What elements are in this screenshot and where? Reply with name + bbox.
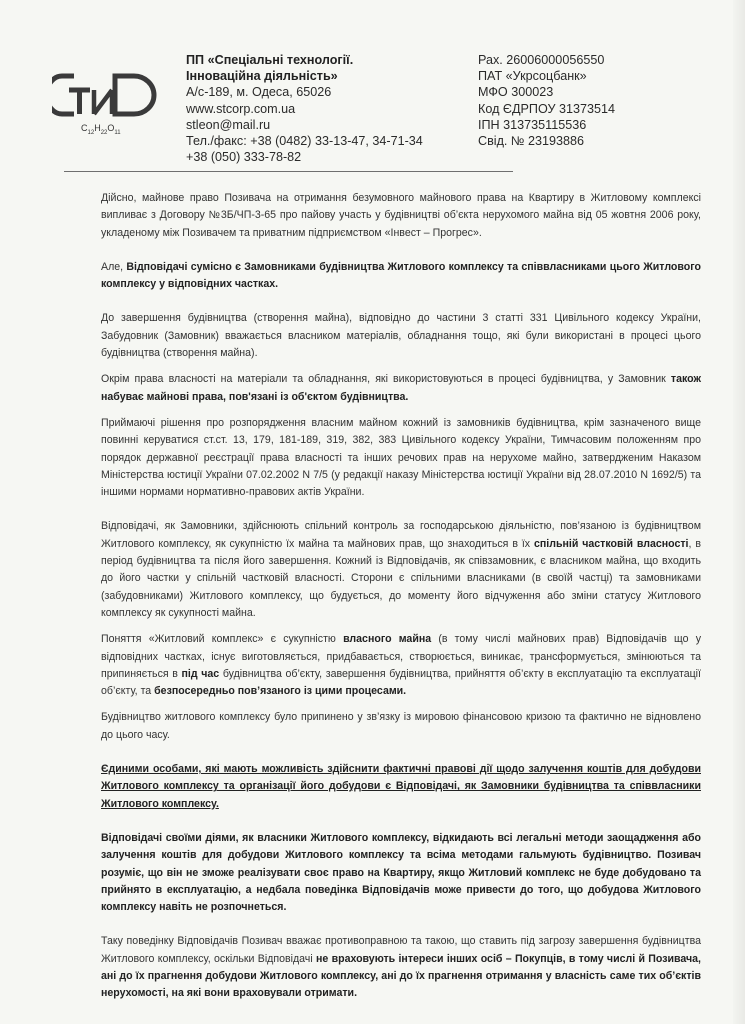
bank-account: Рах. 26006000056550: [478, 53, 605, 67]
paragraph-3: До завершення будівництва (створення майна), відповідно до частини 3 статті 331 Цивільного кодексу України, Забудовник (Замовник) вважається власником матеріалів, обладнання тощо, які були використані в процесі цього будівництва (створення майна).: [101, 312, 701, 360]
scan-edge: [733, 0, 745, 1024]
company-name-line1: ПП «Спеціальні технології.: [186, 53, 354, 67]
paragraph-7-c: (в тому числі майнових прав) Відповідачів що у відповідних частках, існує виготовляється, придбавається, створюється, виникає, трансформується, змінюються та припиняється в: [101, 633, 701, 680]
paragraph-7-a: Поняття «Житловий комплекс» є сукупністю: [101, 633, 344, 646]
logo-formula: $C_{12}H_{22}O_{11}$: [81, 123, 121, 136]
company-address: А/с-189, м. Одеса, 65026: [186, 85, 332, 100]
paragraph-11: [101, 933, 701, 1002]
paragraph-7-bold-1: власного майна: [343, 633, 432, 646]
paragraph-4: [101, 371, 701, 406]
paragraph-6-a: Відповідачі, як Замовники, здійснюють спільний контроль за господарською діяльністю, пов’язаною із будівництвом Житлового комплексу, як сукупністю їх майна та майнових прав, що знаходиться в їх: [101, 520, 701, 550]
paragraph-7-bold-2: під час: [181, 667, 220, 680]
company-phone-fax: Тел./факс: +38 (0482) 33-13-47, 34-71-34: [186, 134, 423, 149]
paragraph-4-bold: також набуває майнові права, пов'язані із об'єктом будівництва.: [101, 373, 701, 403]
bank-details: [478, 52, 615, 149]
company-mobile: +38 (050) 333-78-82: [186, 150, 302, 165]
bank-edrpou: Код ЄДРПОУ 31373514: [478, 101, 615, 116]
paragraph-11-bold: не враховують інтереси інших осіб – Покупців, в тому числі й Позивача, ані до їх прагнення добудови Житлового комплексу, ані до їх прагнення отримання у власність саме тих об’єктів нерухомості, на які вони враховували отримати.: [101, 952, 701, 1000]
company-info: [186, 52, 423, 165]
bank-name: ПАТ «Укрсоцбанк»: [478, 69, 587, 84]
company-website[interactable]: www.stcorp.com.ua: [186, 101, 296, 116]
paragraph-6-c: , в період будівництва та після його завершення. Кожний із Відповідачів, як співзамовник, є власником майна, що входить до його частки у спільній частковій власності. Сторони є спільними власниками (в своїй частці) та замовниками (забудовниками) Житлового комплексу, що будується, до моменту його відчуження або зміни статусу Житлового комплексу як сукупності майна.: [101, 537, 701, 619]
paragraph-6: [101, 518, 701, 622]
company-logo: [52, 72, 162, 142]
paragraph-5: Приймаючі рішення про розпорядження власним майном кожний із замовників будівництва, крім зазначеного вище повинні керуватися ст.ст. 13, 179, 181-189, 319, 382, 383 Цивільного кодексу України, Тимчасовим положенням про порядок державної реєстрації права власності та інших речових прав на нерухоме майно, затвердженим Наказом Міністерства юстиції України 07.02.2002 N 7/5 (у редакції наказу Міністерства юстиції України від 28.07.2010 N 1692/5) та іншими нормами нормативно-правових актів України.: [101, 416, 701, 499]
header-divider: [64, 171, 513, 172]
paragraph-2-bold: Відповідачі сумісно є Замовниками будівництва Житлового комплексу та співвласниками цього Житлового комплексу у відповідних частках.: [101, 260, 701, 291]
paragraph-4-lead: Окрім права власності на матеріали та обладнання, які використовуються в процесі будівництва, у Замовник: [101, 373, 671, 386]
document-body: [101, 190, 701, 1003]
bank-mfo: МФО 300023: [478, 85, 554, 100]
bank-ipn: ІПН 313735115536: [478, 117, 587, 132]
paragraph-2-lead: Але,: [101, 260, 127, 273]
paragraph-2: [101, 259, 701, 294]
paragraph-7-bold-3: безпосередньо пов’язаного із цими процесами.: [154, 685, 407, 698]
paragraph-1: Дійсно, майнове право Позивача на отримання безумовного майнового права на Квартиру в Житловому комплексі випливає з Договору №3Б/ЧП-3-65 про пайову участь у будівництві об’єкта нерухомого майна від 05 жовтня 2006 року, укладеному між Позивачем та приватним підприємством «Інвест – Прогрес».: [101, 192, 701, 239]
paragraph-8: Будівництво житлового комплексу було припинено у зв’язку із мировою фінансовою кризою та фактично не відновлено до цього часу.: [101, 711, 701, 741]
company-name-line2: Інноваційна діяльність»: [186, 69, 338, 84]
paragraph-7-e: будівництва об’єкту, завершення будівництва, прийняття об’єкту в експлуатацію та експлуатації об’єкту, та: [101, 667, 701, 698]
bank-certificate: Свід. № 23193886: [478, 134, 584, 149]
paragraph-10-bold: Відповідачі своїми діями, як власники Житлового комплексу, відкидають всі легальні методи заощадження або залучення коштів для добудови Житлового комплексу та всіма методами гальмують будівництво. Позивач розуміє, що він не зможе реалізувати своє право на Квартиру, якщо Житловий комплекс не буде добудовано та прийнято в експлуатацію, а недбала поведінка Відповідачів може привести до того, що добудова Житлового комплексу навіть не розпочнеться.: [101, 831, 701, 914]
paragraph-7: [101, 631, 701, 700]
paragraph-6-bold: спільній частковій власності: [534, 537, 689, 550]
paragraph-9-underlined: Єдиними особами, які мають можливість здійснити фактичні правові дії щодо залучення коштів для добудови Житлового комплексу та організації його добудови є Відповідачі, як Замовники будівництва та співвласники Житлового комплексу.: [101, 763, 701, 810]
logo-mark-icon: [52, 72, 162, 122]
paragraph-11-lead: Таку поведінку Відповідачів Позивач вважає противоправною та такою, що ставить під загрозу завершення будівництва Житлового комплексу, оскільки Відповідачі: [101, 935, 701, 965]
company-email[interactable]: stleon@mail.ru: [186, 117, 271, 132]
